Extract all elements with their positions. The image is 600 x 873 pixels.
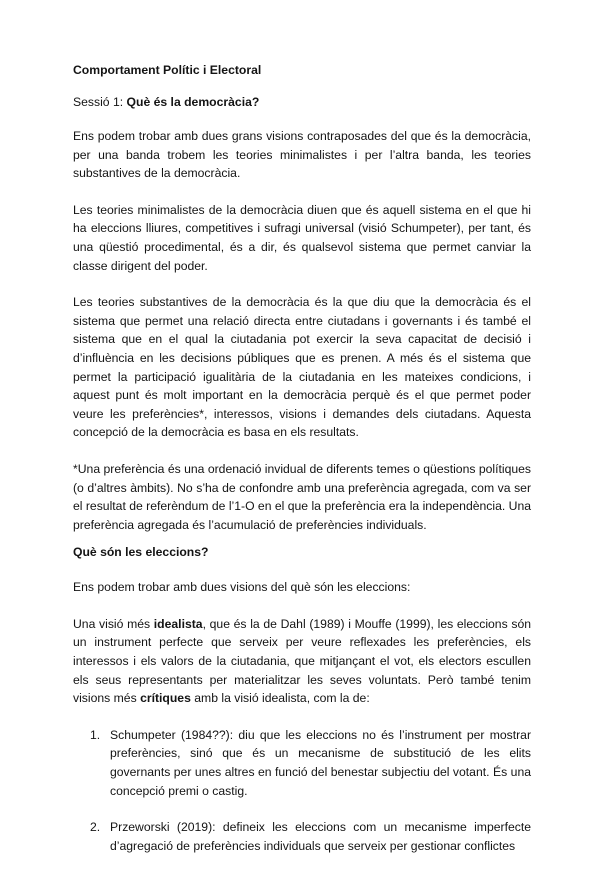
elections-intro-paragraph: Ens podem trobar amb dues visions del què són les eleccions:	[73, 580, 411, 595]
document-page	[73, 62, 531, 873]
minimalist-paragraph: Les teories minimalistes de la democràcia diuen que és aquell sistema en el que hi ha eleccions lliures, competitives i sufragi universal (visió Schumpeter), per tant, és una qüestió procedimental, és a dir, és qualsevol sistema que permet canviar la classe dirigent del poder.	[73, 202, 531, 273]
intro-paragraph: Ens podem trobar amb dues grans visions contraposades del que és la democràcia, per una banda trobem les teories minimalistes i per l’altra banda, les teories substantives de la democràcia.	[73, 129, 531, 181]
idealist-text-2: , que és la de Dahl (1989) i Mouffe (1999), les eleccions són un instrument perfecte que serveix per veure reflexades les preferències, els interessos i els valors de la ciutadania, que mitjançant el vot, els electors escullen els seus representants per materialitzar les seves voluntats. Però també tenim visions més	[73, 616, 532, 706]
idealist-text-3: amb la visió idealista, com la de:	[190, 691, 370, 706]
section-heading-elections: Què són les eleccions?	[73, 545, 209, 560]
session-heading	[73, 94, 531, 110]
session-question: Què és la democràcia?	[126, 95, 260, 109]
list-item-text: Przeworski (2019): defineix les eleccions com un mecanisme imperfecte d’agregació de preferències individuals que serveix per gestionar conflictes	[110, 820, 531, 853]
list-item-text: Schumpeter (1984??): diu que les eleccions no és l’instrument per mostrar preferències, sinó que és un mecanisme de substitució de les elits governants per unes altres en funció del benestar subjectiu del votant. És una concepció premi o castig.	[110, 727, 531, 798]
substantive-paragraph: Les teories substantives de la democràcia és la que diu que la democràcia és el sistema que permet una relació directa entre ciutadans i governants i és també el sistema que en el qual la ciutadania pot exercir la seva capacitat de decisió i d’influència en les decisions públiques que es prenen. A més és el sistema que permet la participació igualitària de la ciutadania en les mateixes condicions, i aquest punt és molt important en la democràcia perquè és el que permet poder veure les preferències*, interessos, visions i demandes dels ciutadans. Aquesta concepció de la democràcia es basa en els resultats.	[73, 295, 531, 440]
idealist-paragraph	[73, 615, 531, 708]
footnote-paragraph: *Una preferència és una ordenació invidual de diferents temes o qüestions polítiques (o d’altres àmbits). No s’ha de confondre amb una preferència agregada, com va ser el resultat de referèndum de l’1-O en el que la preferència era la independència. Una preferència agregada és l’acumulació de preferències individuals.	[73, 461, 531, 532]
idealist-bold-term: idealista	[153, 616, 203, 631]
list-item-number: 2.	[90, 820, 101, 835]
idealist-text-1: Una visió més	[73, 616, 154, 631]
list-item	[73, 726, 531, 800]
critical-bold-term: crítiques	[140, 691, 191, 706]
list-item	[73, 818, 531, 855]
session-prefix: Sessió 1:	[73, 95, 127, 109]
document-title: Comportament Polític i Electoral	[73, 63, 262, 77]
authors-list	[73, 726, 531, 856]
list-item-number: 1.	[90, 727, 101, 742]
